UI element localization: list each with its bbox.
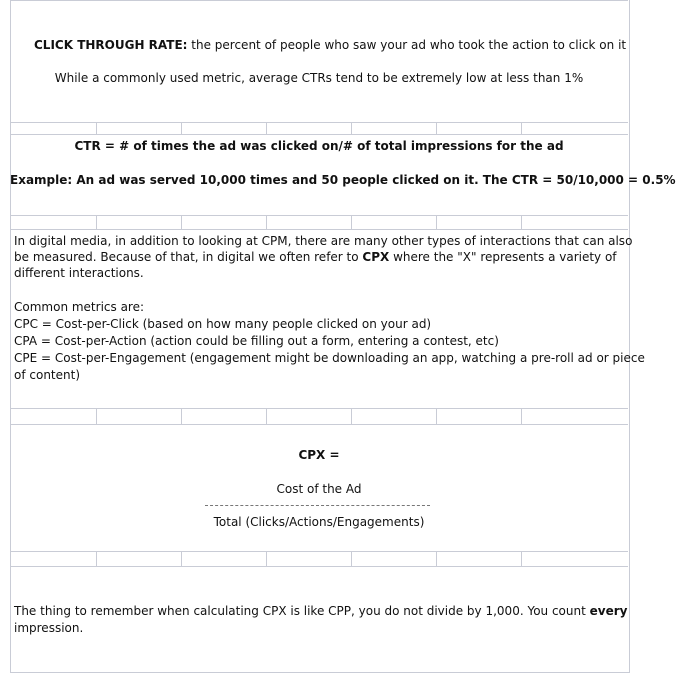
grid-tick bbox=[351, 215, 352, 229]
closing-line: impression. bbox=[14, 621, 84, 635]
metric-cpc: CPC = Cost-per-Click (based on how many people clicked on your ad) bbox=[14, 317, 432, 331]
grid-tick bbox=[96, 122, 97, 134]
grid-tick bbox=[266, 122, 267, 134]
grid-tick bbox=[351, 122, 352, 134]
cpx-formula-label: CPX = bbox=[298, 448, 340, 462]
cpx-intro-line: In digital media, in addition to looking at CPM, there are many other types of interactions that can also bbox=[14, 234, 633, 248]
grid-tick bbox=[266, 215, 267, 229]
cpx-term: CPX bbox=[362, 250, 390, 264]
ctr-note: While a commonly used metric, average CTRs tend to be extremely low at less than 1% bbox=[54, 71, 584, 85]
closing-emphasis: every bbox=[589, 604, 628, 618]
grid-tick bbox=[181, 551, 182, 566]
ctr-definition-label: CLICK THROUGH RATE: bbox=[34, 38, 188, 52]
cpx-intro-text: be measured. Because of that, in digital we often refer to bbox=[14, 250, 363, 264]
grid-line bbox=[10, 551, 628, 552]
cpx-intro-line bbox=[14, 249, 617, 266]
metric-cpe: CPE = Cost-per-Engagement (engagement might be downloading an app, watching a pre-roll ad or piece bbox=[14, 351, 645, 365]
grid-tick bbox=[521, 551, 522, 566]
cpx-formula-denominator: Total (Clicks/Actions/Engagements) bbox=[213, 515, 425, 529]
closing-line bbox=[14, 603, 627, 620]
ctr-definition bbox=[34, 37, 626, 54]
metric-cpe-continued: of content) bbox=[14, 368, 81, 382]
grid-tick bbox=[96, 551, 97, 566]
grid-tick bbox=[96, 408, 97, 424]
grid-tick bbox=[436, 408, 437, 424]
closing-text: The thing to remember when calculating CPX is like CPP, you do not divide by 1,000. You count bbox=[14, 604, 590, 618]
grid-line bbox=[10, 0, 628, 1]
ctr-definition-text: the percent of people who saw your ad who took the action to click on it bbox=[187, 38, 627, 52]
grid-tick bbox=[436, 215, 437, 229]
grid-line bbox=[10, 424, 628, 425]
cpx-intro-text: where the "X" represents a variety of bbox=[389, 250, 617, 264]
grid-tick bbox=[521, 215, 522, 229]
grid-line bbox=[10, 566, 628, 567]
grid-tick bbox=[351, 408, 352, 424]
grid-line bbox=[10, 134, 628, 135]
grid-tick bbox=[266, 408, 267, 424]
grid-tick bbox=[266, 551, 267, 566]
grid-tick bbox=[181, 215, 182, 229]
grid-tick bbox=[181, 408, 182, 424]
grid-tick bbox=[96, 215, 97, 229]
ctr-formula: CTR = # of times the ad was clicked on/# of total impressions for the ad bbox=[74, 139, 564, 153]
grid-line bbox=[10, 122, 628, 123]
grid-tick bbox=[181, 122, 182, 134]
metric-cpa: CPA = Cost-per-Action (action could be filling out a form, entering a contest, etc) bbox=[14, 334, 499, 348]
grid-line bbox=[10, 229, 628, 230]
grid-line bbox=[10, 215, 628, 216]
grid-tick bbox=[521, 408, 522, 424]
cpx-formula-numerator: Cost of the Ad bbox=[276, 482, 362, 496]
grid-line bbox=[10, 408, 628, 409]
fraction-divider bbox=[205, 505, 430, 506]
grid-tick bbox=[351, 551, 352, 566]
grid-tick bbox=[521, 122, 522, 134]
cpx-intro-line: different interactions. bbox=[14, 266, 144, 280]
grid-tick bbox=[436, 122, 437, 134]
metrics-heading: Common metrics are: bbox=[14, 300, 145, 314]
grid-tick bbox=[436, 551, 437, 566]
ctr-example: Example: An ad was served 10,000 times and 50 people clicked on it. The CTR = 50/10,000 = 0.5% bbox=[10, 173, 676, 187]
